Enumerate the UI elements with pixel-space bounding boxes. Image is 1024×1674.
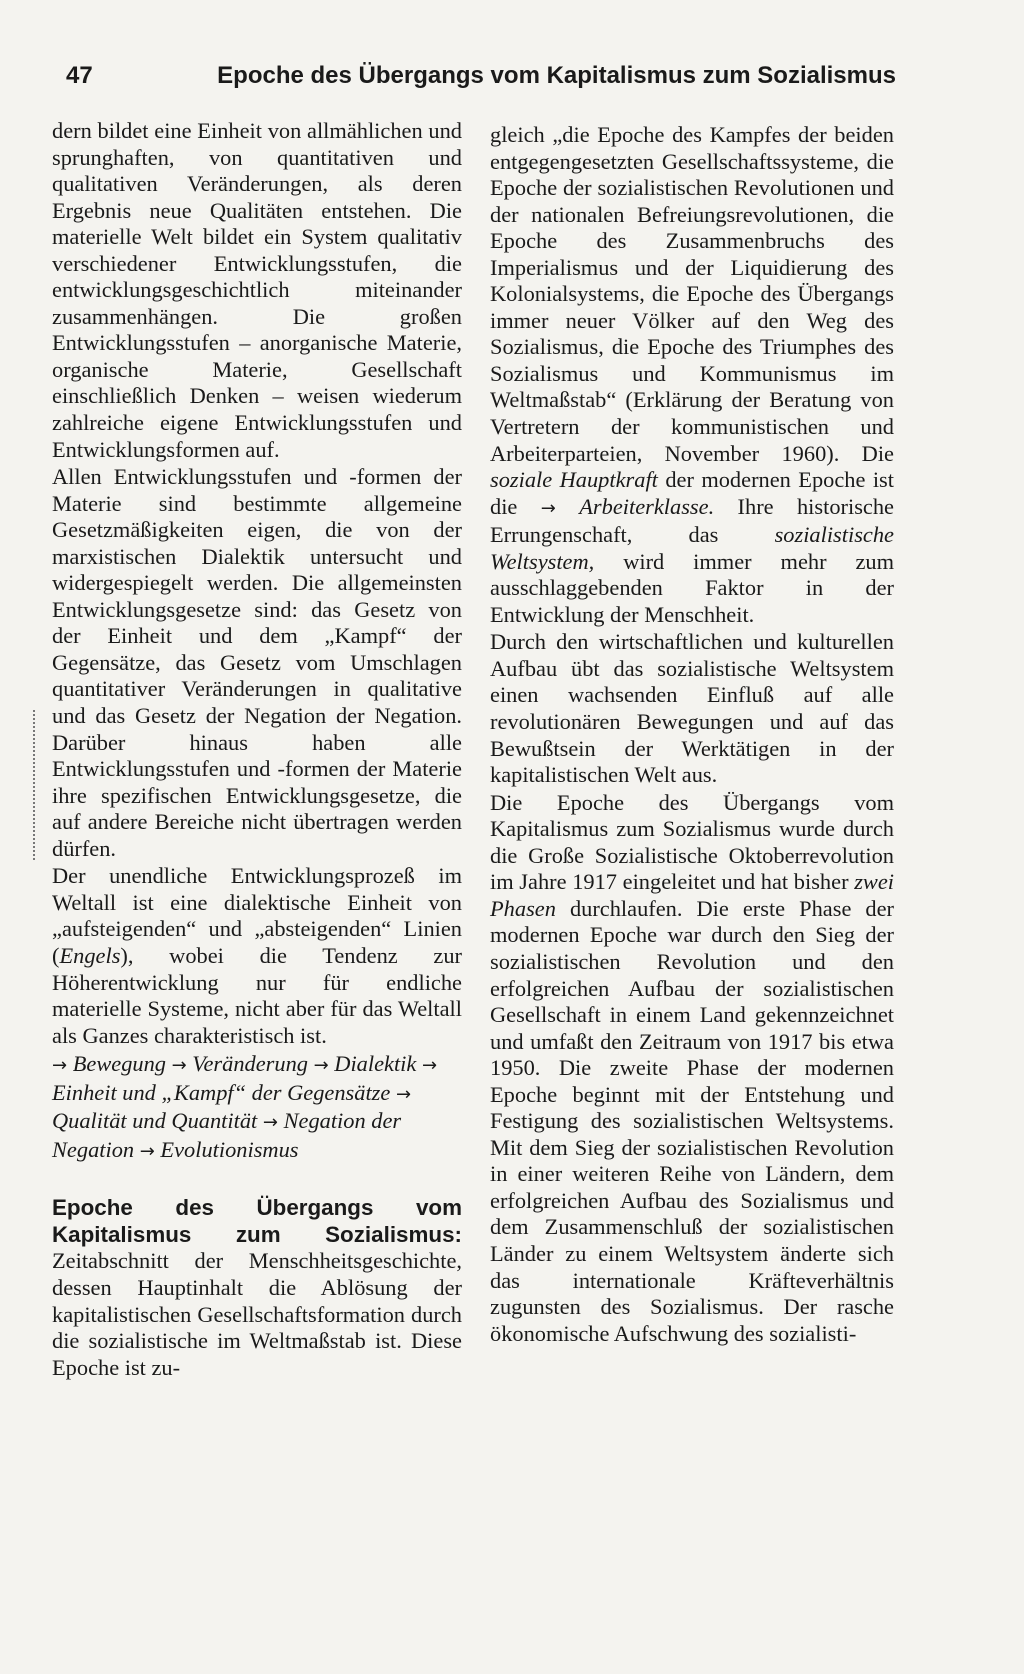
entry-text: Zeitabschnitt der Menschheitsgeschichte, dessen Hauptinhalt die Ablösung der kapitalistischen Gesellschaftsformation durch die sozialistische im Weltmaßstab ist. Diese Epoche ist zu-	[52, 1248, 462, 1380]
running-head: Epoche des Übergangs vom Kapitalismus zum Sozialismus	[217, 62, 896, 89]
emphasis: sozialistische Weltsystem,	[490, 522, 894, 574]
entry-heading: Epoche des Übergangs vom Kapitalismus zum Sozialismus:	[52, 1195, 462, 1247]
emphasis: zwei Phasen	[490, 869, 894, 921]
ref-einheit-kampf[interactable]: Einheit und „Kampf“ der Gegensätze	[52, 1079, 391, 1105]
text-run: gleich „die Epoche des Kampfes der beiden entgegengesetzten Gesellschaftssysteme, die Epoche der sozialistischen Revolutionen und der nationalen Befreiungsrevolutionen, die Epoche des Zusammenbruchs des Imperialismus und der Liquidierung des Kolonialsystems, die Epoche des Übergangs immer neuer Völker auf den Weg des Sozialismus, die Epoche des Triumphes des Sozialismus und Kommunismus im Weltmaßstab“ (Erklärung der Beratung von Vertretern der kommunistischen und Arbeiterparteien, November 1960). Die	[490, 122, 894, 466]
page-number: 47	[66, 62, 93, 89]
text-run: Ihre historische Errungenschaft, das	[490, 493, 894, 548]
arrow-icon: →	[395, 1083, 412, 1105]
paragraph: dern bildet eine Einheit von allmählichen und sprunghaften, von quantitativen und qualitativen Veränderungen, als deren Ergebnis neue Qualitäten entstehen. Die materielle Welt bildet ein System qualitativ verschiedener Entwicklungsstufen, die entwicklungsgeschichtlich miteinander zusammenhängen. Die großen Entwicklungsstufen – anorganische Materie, organische Materie, Gesellschaft einschließlich Denken – weisen wiederum zahlreiche eigene Entwicklungsstufen und Entwicklungsformen auf.	[52, 118, 462, 462]
ref-qualitaet-quantitaet[interactable]: Qualität und Quantität	[52, 1108, 258, 1134]
arrow-icon: →	[262, 1112, 278, 1134]
text-run: durchlaufen. Die erste Phase der modernen Epoche war durch den Sieg der sozialistischen Revolution und den erfolgreichen Aufbau der sozialistischen Gesellschaft in einem Land gekennzeichnet und umfaßt den Zeitraum von 1917 bis etwa 1950. Die zweite Phase der modernen Epoche beginnt mit der Entstehung und Festigung des sozialistischen Weltsystems. Mit dem Sieg der sozialistischen Revolution in einer weiteren Reihe von Ländern, dem erfolgreichen Aufbau des Sozialismus und dem Zusammenschluß der sozialistischen Länder zu einem Weltsystem änderte sich das internationale Kräfteverhältnis zugunsten des Sozialismus. Der rasche ökonomische Aufschwung des sozialisti-	[490, 895, 894, 1346]
arrow-icon: →	[52, 1055, 68, 1077]
ref-dialektik[interactable]: Dialektik	[334, 1051, 417, 1077]
right-column	[490, 122, 894, 1347]
arrow-icon: →	[421, 1055, 438, 1077]
paragraph	[52, 863, 462, 1049]
paragraph	[490, 790, 894, 1347]
cross-references	[52, 1051, 462, 1165]
ref-bewegung[interactable]: Bewegung	[72, 1051, 166, 1077]
ref-arbeiterklasse[interactable]: Arbeiterklasse.	[579, 493, 715, 519]
ref-evolutionismus[interactable]: Evolutionismus	[160, 1136, 299, 1162]
paragraph	[490, 122, 894, 628]
arrow-icon: →	[313, 1055, 329, 1077]
text-run: der modernen Epoche ist die	[490, 467, 894, 519]
arrow-icon: →	[540, 497, 556, 519]
page-header	[66, 62, 896, 102]
emphasis: soziale Hauptkraft	[490, 467, 658, 493]
margin-mark	[33, 710, 38, 860]
dictionary-entry	[52, 1195, 462, 1381]
text-run: wird immer mehr zum ausschlaggebenden Faktor in der Entwicklung der Menschheit.	[490, 548, 894, 627]
paragraph: Allen Entwicklungsstufen und -formen der Materie sind bestimmte allgemeine Gesetzmäßigkeiten eigen, die von der marxistischen Dialektik untersucht und widergespiegelt werden. Die allgemeinsten Entwicklungsgesetze sind: das Gesetz von der Einheit und dem „Kampf“ der Gegensätze, das Gesetz vom Umschlagen quantitativer Veränderungen in qualitative und das Gesetz der Negation der Negation. Darüber hinaus haben alle Entwicklungsstufen und -formen der Materie ihre spezifischen Entwicklungsgesetze, die auf andere Bereiche nicht übertragen werden dürfen.	[52, 464, 462, 861]
ref-negation[interactable]: Negation der Negation	[52, 1108, 402, 1162]
text-run: Der unendliche Entwicklungsprozeß im Weltall ist eine dialektische Einheit von „aufsteigenden“ und „absteigenden“ Linien (	[52, 863, 462, 968]
text-run: ), wobei die Tendenz zur Höherentwicklung nur für endliche materielle Systeme, nicht aber für das Weltall als Ganzes charakteristisch ist.	[52, 942, 462, 1048]
author-name-engels: Engels	[59, 942, 121, 968]
ref-veraenderung[interactable]: Veränderung	[192, 1051, 308, 1077]
paragraph: Durch den wirtschaftlichen und kulturellen Aufbau übt das sozialistische Weltsystem einen wachsenden Einfluß auf alle revolutionären Bewegungen und auf das Bewußtsein der Werktätigen in der kapitalistischen Welt aus.	[490, 629, 894, 788]
text-run: Die Epoche des Übergangs vom Kapitalismus zum Sozialismus wurde durch die Große Sozialistische Oktoberrevolution im Jahre 1917 eingeleitet und hat bisher	[490, 789, 894, 895]
left-column	[52, 118, 462, 1381]
arrow-icon: →	[139, 1140, 155, 1162]
arrow-icon: →	[171, 1055, 187, 1077]
